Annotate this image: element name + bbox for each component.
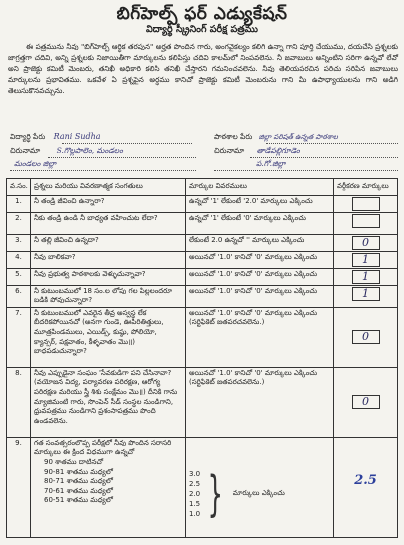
- row-question-grades: [31, 437, 186, 537]
- grade-range-list: [34, 458, 182, 506]
- row-question: నీవు ఎప్పుడైనా సంఘం 'సేవకుడిగా పని చేసినావా? (వయోజన విద్య, పర్యావరణ పరిరక్షణ, ఆరోగ్య పరిరక్షణ మరియు స్త్రీ శిశు సంక్షేమం మొ॥) దీనికి గాను మ్యాజిమంటి గారు, సొంపెన్ సీడ్ సంస్థల నుండిగాని, ధ్రువపత్రము నుండిగాని ప్రశంసాపత్రము పొంది ఉండవలెను.: [31, 367, 186, 437]
- score-cell: [334, 437, 398, 537]
- row-question: నీవు బాలికవా?: [31, 251, 186, 268]
- address2-value[interactable]: తాడేపల్లిగూడెం: [256, 146, 300, 155]
- row-number: 2.: [7, 212, 31, 234]
- score-box[interactable]: [352, 197, 380, 211]
- score-box[interactable]: 1: [352, 287, 380, 301]
- address-label: చిరునామా: [10, 146, 41, 155]
- row-number: 6.: [7, 285, 31, 307]
- table-header-row: [7, 179, 398, 196]
- grade-range-item: 80-71 శాతము మధ్యలో: [44, 477, 113, 486]
- score-cell: [334, 251, 398, 268]
- grade-point: 1.5: [189, 499, 201, 508]
- row-marks-rule: లేకుంటే 2.0 ఉన్నచో '' మార్కులు ఎక్కించు: [186, 234, 334, 251]
- row-number: 7.: [7, 307, 31, 367]
- row-question: నీకు తండ్రి ఉండి నీ బాధ్యత వహించుట లేదా?: [31, 212, 186, 234]
- row-marks-rule: అయినచో '1.0' కానిచో '0' మార్కులు ఎక్కించు: [186, 285, 334, 307]
- grade-points-label: మార్కులు ఎక్కించు: [232, 488, 285, 497]
- student-name-label: విద్యార్థి పేరు: [10, 132, 46, 141]
- header-serial: వ.సం.: [7, 179, 31, 196]
- table-row: [7, 367, 398, 437]
- grade-point: 3.0: [189, 469, 201, 478]
- district2-value[interactable]: ప.గో.జిల్లా: [256, 159, 286, 168]
- screening-questions-table: [6, 178, 398, 538]
- grade-range-item: 90-81 శాతము మధ్యలో: [44, 467, 113, 476]
- table-row: [7, 195, 398, 212]
- row-number: 9.: [7, 437, 31, 537]
- table-row: [7, 285, 398, 307]
- row-question: నీ తండ్రి జీవించి ఉన్నారా?: [31, 195, 186, 212]
- table-row: [7, 251, 398, 268]
- student-name-row: [10, 132, 101, 143]
- school-value[interactable]: జిల్లా పరిషత్ ఉన్నత పాఠశాల: [258, 133, 338, 141]
- row-number: 8.: [7, 367, 31, 437]
- address-line: [48, 157, 196, 158]
- table-row: [7, 234, 398, 251]
- brace-icon: }: [207, 465, 224, 522]
- school-label: పాఠశాల పేరు: [214, 132, 253, 141]
- school-line: [266, 143, 398, 144]
- grade-points-group: [189, 465, 330, 522]
- row-question: నీవు ప్రభుత్వ పాఠశాలకు వెళ్ళుచున్నావా?: [31, 268, 186, 285]
- row-number: 1.: [7, 195, 31, 212]
- header-questions: ప్రశ్నలు మరియు వివరణాత్మక సంగతులు: [31, 179, 186, 196]
- row-number: 4.: [7, 251, 31, 268]
- district-row: [14, 159, 56, 170]
- grade-range-item: 90 శాతము దాటినచో: [44, 457, 104, 466]
- grade-score-value[interactable]: 2.5: [354, 472, 377, 488]
- row-number: 5.: [7, 268, 31, 285]
- score-box[interactable]: 1: [352, 253, 380, 267]
- grade-point: 2.5: [189, 479, 201, 488]
- row-marks-rule: అయినచో '1.0' కానిచో '0' మార్కులు ఎక్కించు: [186, 268, 334, 285]
- table-row: [7, 212, 398, 234]
- instructions-paragraph: ఈ పత్రమును నీవు "బిగ్‌హెల్ప్ ఆర్థిక తరపున" అర్హత పొందిన గారు, అంగవైకల్యం కలిగి ఉన్నా గాని పూర్తి చేయుము, దయచేసి ప్రశ్నలకు జాగ్రత్తగా చదివి, అన్ని ప్రశ్నలకు నిజాయితీగా మార్కులను కలిపిస్తు చదివి కాలమ్‌లో నింపవలెను. నీ జవాబులు అన్నింటిని సరిగా ఉన్నవో లేవో అని ప్రాజెక్టు కమిటీ మెంబరు, తనిఖీ అధికారి కలిసి తనిఖీ చేస్తారని గమనించవలెను. నీవు తెలియపరచిన పరిచు సరిపిన జవాబులు మార్కులను ప్రభావితము. ఒకవేళ ఏ ప్రశ్నపైన అర్థము కానిచో ప్రాజెక్టు కమిటీ మెంబరును గాని మీ ఉపాధ్యాయులను గాని అడిగి తెలుసుకొనవచ్చును.: [8, 42, 398, 95]
- header-marks-details: మార్కుల వివరములు: [186, 179, 334, 196]
- grade-point: 1.0: [189, 509, 201, 518]
- student-name-line: [62, 143, 192, 144]
- score-cell: [334, 195, 398, 212]
- score-cell: [334, 307, 398, 367]
- score-box[interactable]: 0: [352, 236, 380, 250]
- score-box[interactable]: 1: [352, 270, 380, 284]
- header-score: వర్గీకరణ మార్కులు: [334, 179, 398, 196]
- form-title: బిగ్‌హెల్ప్ ఫర్ ఎడ్యుకేషన్: [116, 4, 288, 24]
- district2-row: [256, 159, 285, 170]
- row-marks-rule: ఉన్నచో '1' లేకుంటే '2.0' మార్కులు ఎక్కించు: [186, 195, 334, 212]
- form-subtitle: విద్యార్థి స్క్రీనింగ్ పరీక్ష పత్రము: [146, 24, 258, 35]
- score-box[interactable]: 0: [352, 395, 380, 409]
- score-cell: [334, 268, 398, 285]
- address2-label: చిరునామా: [214, 146, 245, 155]
- mandal-district-value[interactable]: మండలం జిల్లా: [14, 159, 57, 168]
- score-box[interactable]: 0: [352, 330, 380, 344]
- table-row: [7, 437, 398, 537]
- row-marks-rule: అయినచో '1.0' కానిచో '0' మార్కులు ఎక్కించు: [186, 251, 334, 268]
- table-row: [7, 268, 398, 285]
- table-row: [7, 307, 398, 367]
- score-cell: [334, 234, 398, 251]
- grade-points-cell: [186, 437, 334, 537]
- district2-line: [214, 170, 398, 171]
- row-question: నీ కుటుంబములో 18 సం.ల లోపు గల పిల్లలందరూ బడికి పోవుచున్నారా?: [31, 285, 186, 307]
- score-cell: [334, 367, 398, 437]
- score-box[interactable]: [352, 214, 380, 228]
- grade-points-list: [189, 469, 200, 519]
- row-question: గత సంవత్సరంలొప్ప పరీక్షలో నీవు పొందిన సరాసరి మార్కులు ఈ క్రింద విధముగా ఉన్నచో: [34, 438, 172, 457]
- district-line: [10, 170, 196, 171]
- row-marks-rule: అయినచో '1.0' కానిచో '0' మార్కులు ఎక్కించు (సర్టిఫికెట్ జతపరచవలెను.): [186, 307, 334, 367]
- grade-range-item: 70-61 శాతము మధ్యలో: [44, 486, 113, 495]
- score-cell: [334, 212, 398, 234]
- row-marks-rule: అయినచో '1.0' కానిచో '0' మార్కులు ఎక్కించు (సర్టిఫికెట్ జతపరచవలెను.): [186, 367, 334, 437]
- score-cell: [334, 285, 398, 307]
- address2-line: [250, 157, 398, 158]
- address-value[interactable]: S.గొల్లపాలెం, మండలం: [56, 146, 123, 155]
- row-number: 3.: [7, 234, 31, 251]
- row-question: నీ కుటుంబములో ఎవరైన తీవ్ర అస్వస్థ లేక బీదరికపోయినచో (అనగా గుండె, ఊపిరితిత్తులు, మూత్రపిండములు, ఎయిడ్స్, కుష్ఠు, పోలియో, క్యాన్సర్, పక్షవాతం, కీళ్ళవాతం మొ॥) బాధపడుచున్నారా?: [31, 307, 186, 367]
- student-name-value[interactable]: Rani Sudha: [53, 132, 101, 141]
- grade-point: 2.0: [189, 489, 201, 498]
- grade-range-item: 60-51 శాతము మధ్యలో: [44, 496, 113, 505]
- address-row: [10, 146, 123, 157]
- school-row: [214, 132, 338, 143]
- address2-row: [214, 146, 300, 157]
- row-question: నీ తల్లి జీవించి ఉన్నదా?: [31, 234, 186, 251]
- row-marks-rule: ఉన్నచో '1' లేకుంటే '0' మార్కులు ఎక్కించు: [186, 212, 334, 234]
